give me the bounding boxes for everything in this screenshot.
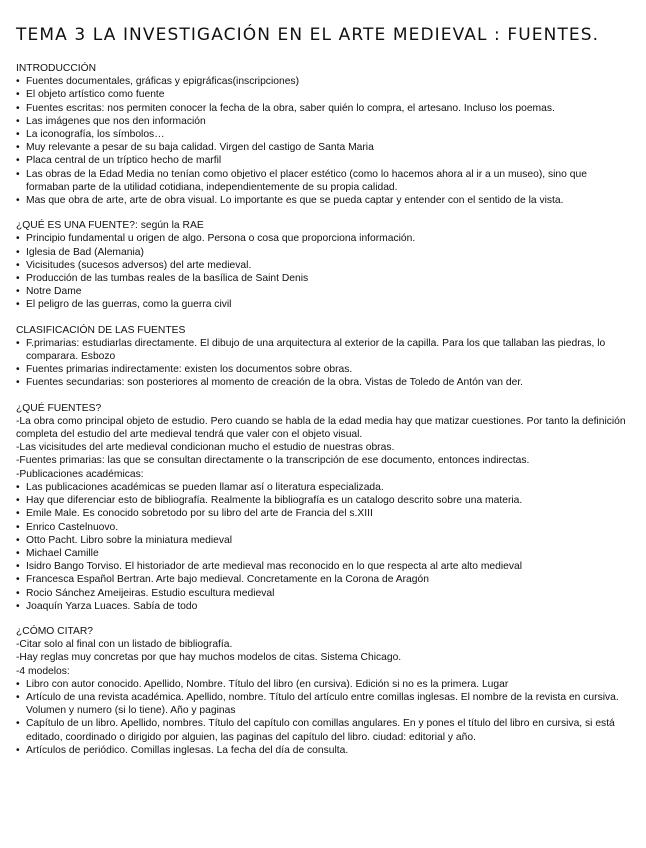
section-heading: ¿QUÉ FUENTES? <box>16 402 102 414</box>
page-title: TEMA 3 LA INVESTIGACIÓN EN EL ARTE MEDIEVAL : FUENTES. <box>16 25 600 45</box>
list-item: • Las publicaciones académicas se pueden llamar así o literatura especializada. <box>16 481 630 494</box>
section-introduccion <box>16 62 630 207</box>
list-item: • Producción de las tumbas reales de la basílica de Saint Denis <box>16 272 630 285</box>
list-item: • Fuentes documentales, gráficas y epigráficas(inscripciones) <box>16 75 630 88</box>
section-heading: INTRODUCCIÓN <box>16 63 97 74</box>
list-item: • Otto Pacht. Libro sobre la miniatura medieval <box>16 534 630 547</box>
bullet-list <box>16 337 630 390</box>
section-que-fuentes <box>16 402 630 613</box>
paragraph-line: -4 modelos: <box>16 665 70 677</box>
paragraph-line: -La obra como principal objeto de estudio. Pero cuando se habla de la edad media hay que matizar cuestiones. Por tanto la definición completa del estudio del arte medieval tendrá que valer con el objeto visual. <box>16 415 626 441</box>
list-item: • Fuentes primarias indirectamente: existen los documentos sobre obras. <box>16 363 630 376</box>
list-item: • Isidro Bango Torviso. El historiador de arte medieval mas reconocido en lo que respecta al arte alto medieval <box>16 560 630 573</box>
bullet-list <box>16 678 630 757</box>
list-item: • Vicisitudes (sucesos adversos) del arte medieval. <box>16 259 630 272</box>
list-item: • Joaquín Yarza Luaces. Sabía de todo <box>16 600 630 613</box>
paragraph-line: -Publicaciones académicas: <box>16 468 144 480</box>
list-item: • Muy relevante a pesar de su baja calidad. Virgen del castigo de Santa Maria <box>16 141 630 154</box>
list-item: • Iglesia de Bad (Alemania) <box>16 246 630 259</box>
list-item: • El objeto artístico como fuente <box>16 88 630 101</box>
list-item: • Placa central de un tríptico hecho de marfil <box>16 154 630 167</box>
list-item: • Hay que diferenciar esto de bibliografía. Realmente la bibliografía es un catalogo descrito sobre una materia. <box>16 494 630 507</box>
list-item: • La iconografía, los símbolos… <box>16 128 630 141</box>
list-item: • Francesca Español Bertran. Arte bajo medieval. Concretamente en la Corona de Aragón <box>16 573 630 586</box>
section-clasificacion <box>16 324 630 390</box>
list-item: • Libro con autor conocido. Apellido, Nombre. Título del libro (en cursiva). Edición si no es la primera. Lugar <box>16 678 630 691</box>
section-que-es-una-fuente <box>16 219 630 311</box>
list-item: • Fuentes escritas: nos permiten conocer la fecha de la obra, saber quién lo compra, el artesano. Incluso los poemas. <box>16 102 630 115</box>
list-item: • Artículos de periódico. Comillas inglesas. La fecha del día de consulta. <box>16 744 630 757</box>
list-item: • Emile Male. Es conocido sobretodo por su libro del arte de Francia del s.XIII <box>16 507 630 520</box>
list-item: • Las obras de la Edad Media no tenían como objetivo el placer estético (como lo hacemos ahora al ir a un museo), sino que formaban parte de la utilidad cotidiana, independientemente de su propia calidad. <box>16 168 630 194</box>
section-heading: ¿CÓMO CITAR? <box>16 625 94 637</box>
bullet-list <box>16 75 630 207</box>
paragraph-line: -Hay reglas muy concretas por que hay muchos modelos de citas. Sistema Chicago. <box>16 652 402 664</box>
list-item: • Fuentes secundarias: son posteriores al momento de creación de la obra. Vistas de Toledo de Antón van der. <box>16 376 630 389</box>
bullet-list <box>16 232 630 311</box>
section-heading: ¿QUÉ ES UNA FUENTE?: según la RAE <box>16 220 204 232</box>
list-item: • Rocio Sánchez Ameijeiras. Estudio escultura medieval <box>16 587 630 600</box>
paragraph-line: -Fuentes primarias: las que se consultan directamente o la transcripción de ese documento, entonces indirectas. <box>16 455 530 467</box>
list-item: • El peligro de las guerras, como la guerra civil <box>16 298 630 311</box>
list-item: • Las imágenes que nos den información <box>16 115 630 128</box>
list-item: • Mas que obra de arte, arte de obra visual. Lo importante es que se pueda captar y entender con el sentido de la vista. <box>16 194 630 207</box>
section-como-citar <box>16 625 630 757</box>
bullet-list <box>16 481 630 613</box>
paragraph-line: -Las vicisitudes del arte medieval condicionan mucho el estudio de nuestras obras. <box>16 442 395 454</box>
paragraph-line: -Citar solo al final con un listado de bibliografía. <box>16 639 233 651</box>
list-item: • Principio fundamental u origen de algo. Persona o cosa que proporciona información. <box>16 232 630 245</box>
section-heading: CLASIFICACIÓN DE LAS FUENTES <box>16 324 186 336</box>
list-item: • Enrico Castelnuovo. <box>16 521 630 534</box>
list-item: • Artículo de una revista académica. Apellido, nombre. Título del artículo entre comillas inglesas. El nombre de la revista en cursiva. Volumen y numero (si lo tiene). Año y paginas <box>16 691 630 717</box>
list-item: • Notre Dame <box>16 285 630 298</box>
list-item: • Capítulo de un libro. Apellido, nombres. Título del capítulo con comillas angulares. En y pones el título del libro en cursiva, si está editado, coordinado o dirigido por alguien, las paginas del capítulo del libro. ciudad: editorial y año. <box>16 717 630 743</box>
list-item: • F.primarias: estudiarlas directamente. El dibujo de una arquitectura al exterior de la capilla. Para los que tallaban las piedras, lo comparara. Esbozo <box>16 337 630 363</box>
list-item: • Michael Camille <box>16 547 630 560</box>
